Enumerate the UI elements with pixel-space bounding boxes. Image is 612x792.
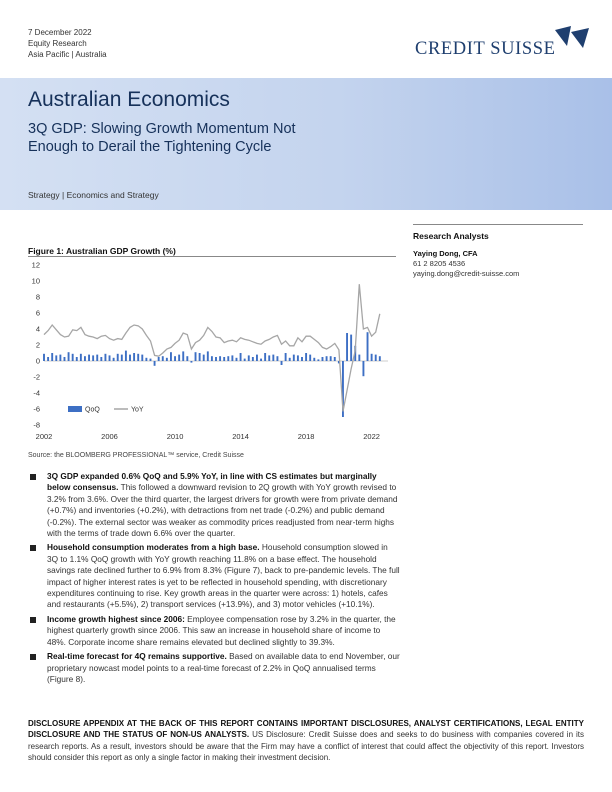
- qoq-bar: [317, 359, 319, 361]
- bullet-square-icon: [30, 617, 36, 623]
- qoq-bar: [211, 356, 213, 361]
- qoq-bar: [137, 354, 139, 361]
- qoq-bar: [178, 355, 180, 361]
- bullet-body: Household consumption slowed in 3Q to 1.1% QoQ growth with YoY growth reaching 11.8% on a base effect. The household savings rate declined further to 6.9% from 8.3% (Figure 7), back to pre-pandemic levels. The full impact of higher interest rates is yet to be reflected in household spending, with discretionary expenditures continuing to rise. Key growth areas in the quarter were across: 1) hotels, cafes and restaurants (+5.5%), 2) transport services (+13.9%), and 3) motor vehicles (+10.1%).: [47, 542, 400, 610]
- qoq-bar: [330, 356, 332, 361]
- qoq-bar: [121, 355, 123, 361]
- credit-suisse-logo: [415, 24, 590, 69]
- report-meta: [28, 27, 107, 60]
- list-item: [28, 614, 400, 648]
- disclosure-block: [28, 718, 584, 763]
- disclosure-heading: DISCLOSURE APPENDIX AT THE BACK OF THIS REPORT CONTAINS IMPORTANT DISCLOSURES, ANALYST CERTIFICATIONS, LEGAL ENTITY DISCLOSURE AND THE STATUS OF NON-US ANALYSTS.: [28, 719, 584, 740]
- qoq-bar: [125, 351, 127, 361]
- legend-qoq-swatch: [68, 406, 82, 412]
- qoq-bar: [43, 354, 45, 361]
- qoq-bar: [293, 355, 295, 361]
- x-tick-label: 2014: [232, 432, 249, 441]
- qoq-bar: [322, 357, 324, 361]
- key-points-list: [28, 471, 400, 688]
- y-tick-label: 0: [35, 356, 40, 366]
- x-tick-label: 2022: [363, 432, 380, 441]
- qoq-bar: [223, 357, 225, 361]
- qoq-bar: [285, 353, 287, 361]
- qoq-bar: [371, 354, 373, 361]
- qoq-bar: [88, 355, 90, 361]
- y-tick-label: -6: [33, 404, 40, 414]
- y-tick-label: 2: [35, 340, 40, 350]
- qoq-bar: [182, 351, 184, 361]
- qoq-bar: [72, 354, 74, 361]
- bullet-square-icon: [30, 545, 36, 551]
- qoq-bar: [252, 357, 254, 361]
- qoq-bar: [170, 352, 172, 361]
- qoq-bar: [92, 355, 94, 361]
- qoq-bar: [256, 355, 258, 361]
- qoq-bar: [305, 353, 307, 361]
- bullet-body: Based on available data to end November, our proprietary nowcast model points to a real-time forecast of 2.2% in QoQ annualised terms (Figure 8).: [47, 651, 400, 684]
- qoq-bar: [236, 358, 238, 361]
- qoq-bar: [190, 361, 192, 363]
- list-item: [28, 471, 400, 539]
- qoq-bar: [248, 355, 250, 361]
- bullet-lead: Income growth highest since 2006:: [47, 613, 185, 624]
- qoq-bar: [379, 356, 381, 361]
- figure-source: Source: the BLOOMBERG PROFESSIONAL™ service, Credit Suisse: [28, 452, 244, 459]
- y-tick-label: 10: [31, 276, 40, 286]
- title-banner: [0, 78, 612, 210]
- qoq-bar: [346, 333, 348, 361]
- qoq-bar: [117, 354, 119, 361]
- qoq-bar: [104, 354, 106, 361]
- qoq-bar: [231, 355, 233, 361]
- qoq-bar: [219, 356, 221, 361]
- qoq-bar: [227, 356, 229, 361]
- y-tick-label: -2: [33, 372, 40, 382]
- qoq-bar: [129, 355, 131, 361]
- list-item: [28, 542, 400, 610]
- figure-title: Figure 1: Australian GDP Growth (%): [28, 246, 176, 256]
- qoq-bar: [141, 355, 143, 361]
- qoq-bar: [55, 355, 57, 361]
- qoq-bar: [240, 353, 242, 361]
- qoq-bar: [289, 358, 291, 361]
- report-date: 7 December 2022: [28, 28, 92, 37]
- qoq-bar: [281, 361, 283, 365]
- x-tick-label: 2018: [297, 432, 315, 441]
- qoq-bar: [367, 332, 369, 361]
- qoq-bar: [297, 355, 299, 361]
- y-tick-label: 12: [31, 260, 40, 270]
- qoq-bar: [47, 357, 49, 361]
- page-title: Australian Economics: [28, 88, 230, 111]
- bullet-square-icon: [30, 474, 36, 480]
- qoq-bar: [309, 355, 311, 361]
- y-tick-label: 8: [35, 292, 40, 302]
- gdp-growth-chart: [28, 257, 398, 445]
- qoq-bar: [215, 357, 217, 361]
- y-tick-label: -8: [33, 420, 40, 430]
- qoq-bar: [334, 357, 336, 361]
- qoq-bar: [76, 357, 78, 361]
- analyst-panel: [413, 224, 583, 278]
- qoq-bar: [154, 361, 156, 366]
- analyst-name: Yaying Dong, CFA: [413, 249, 478, 258]
- qoq-bar: [64, 357, 66, 361]
- page-subtitle: [28, 120, 296, 156]
- x-tick-label: 2002: [35, 432, 53, 441]
- bullet-body: This followed a downward revision to 2Q growth with YoY growth revised to 3.2% from 3.6%. Over the third quarter, the largest drivers for growth were from private demand (+0.7%) and inventories (+0.2%), with detractions from net trade (-0.2%) and public demand (-0.2%). The external sector was weaker as commodity prices readjusted from near-term highs with the terms of trade down 6.6% over the quarter.: [47, 482, 398, 539]
- qoq-bar: [375, 355, 377, 361]
- qoq-bar: [84, 356, 86, 361]
- bullet-lead: 3Q GDP expanded 0.6% QoQ and 5.9% YoY, in line with CS estimates but marginally below consensus.: [47, 471, 377, 493]
- analyst-divider: [413, 224, 583, 225]
- subtitle-line-1: 3Q GDP: Slowing Growth Momentum Not: [28, 121, 296, 137]
- qoq-bar: [150, 359, 152, 361]
- qoq-bar: [350, 335, 352, 361]
- bullet-lead: Household consumption moderates from a high base.: [47, 542, 260, 553]
- subtitle-line-2: Enough to Derail the Tightening Cycle: [28, 139, 272, 155]
- analysts-heading: Research Analysts: [413, 231, 489, 241]
- qoq-bar: [174, 356, 176, 361]
- analyst-email[interactable]: yaying.dong@credit-suisse.com: [413, 269, 520, 278]
- bullet-lead: Real-time forecast for 4Q remains supportive.: [47, 651, 227, 662]
- qoq-bar: [276, 356, 278, 361]
- qoq-bar: [80, 354, 82, 361]
- list-item: [28, 651, 400, 685]
- analyst-phone: 61 2 8205 4536: [413, 259, 466, 268]
- qoq-bar: [195, 352, 197, 361]
- qoq-bar: [199, 353, 201, 361]
- qoq-bar: [268, 355, 270, 361]
- qoq-bar: [113, 358, 115, 361]
- legend-qoq-label: QoQ: [85, 406, 100, 414]
- qoq-bar: [166, 358, 168, 361]
- qoq-bar: [162, 356, 164, 361]
- qoq-bar: [59, 355, 61, 361]
- y-tick-label: -4: [33, 388, 40, 398]
- qoq-bar: [96, 355, 98, 361]
- x-tick-label: 2010: [166, 432, 184, 441]
- qoq-bar: [145, 358, 147, 361]
- y-tick-label: 4: [35, 324, 40, 334]
- x-tick-label: 2006: [101, 432, 118, 441]
- qoq-bar: [186, 356, 188, 361]
- qoq-bar: [68, 352, 70, 361]
- qoq-bar: [362, 361, 364, 376]
- bullet-body: Employee compensation rose by 3.2% in the quarter, the highest quarterly growth since 2006. This saw an increase in household share of income to 48%. Corporate income share remains elevated but declined slightly to 39.3%.: [47, 613, 396, 647]
- qoq-bar: [207, 351, 209, 361]
- disclosure-text: US Disclosure: Credit Suisse does and seeks to do business with companies covered in its research reports. As a result, investors should be aware that the Firm may have a conflict of interest that could affect the objectivity of this report. Investors should consider this report as only a single factor in making their investment decision.: [28, 730, 584, 762]
- qoq-bar: [203, 355, 205, 361]
- qoq-bar: [326, 356, 328, 361]
- report-division: Equity Research: [28, 39, 87, 48]
- qoq-bar: [244, 359, 246, 361]
- yoy-line: [44, 284, 380, 411]
- qoq-bar: [133, 353, 135, 361]
- qoq-bar: [301, 357, 303, 361]
- report-region: Asia Pacific | Australia: [28, 50, 107, 59]
- legend-yoy-label: YoY: [131, 406, 144, 414]
- qoq-bar: [272, 355, 274, 361]
- qoq-bar: [51, 353, 53, 361]
- qoq-bar: [313, 358, 315, 361]
- bullet-square-icon: [30, 654, 36, 660]
- qoq-bar: [158, 357, 160, 361]
- qoq-bar: [264, 353, 266, 361]
- y-tick-label: 6: [35, 308, 40, 318]
- qoq-bar: [358, 355, 360, 361]
- report-category: Strategy | Economics and Strategy: [28, 190, 159, 200]
- logo-wordmark: CREDIT SUISSE: [415, 39, 556, 59]
- qoq-bar: [100, 357, 102, 361]
- qoq-bar: [109, 355, 111, 361]
- qoq-bar: [260, 359, 262, 361]
- sails-icon: [553, 24, 593, 50]
